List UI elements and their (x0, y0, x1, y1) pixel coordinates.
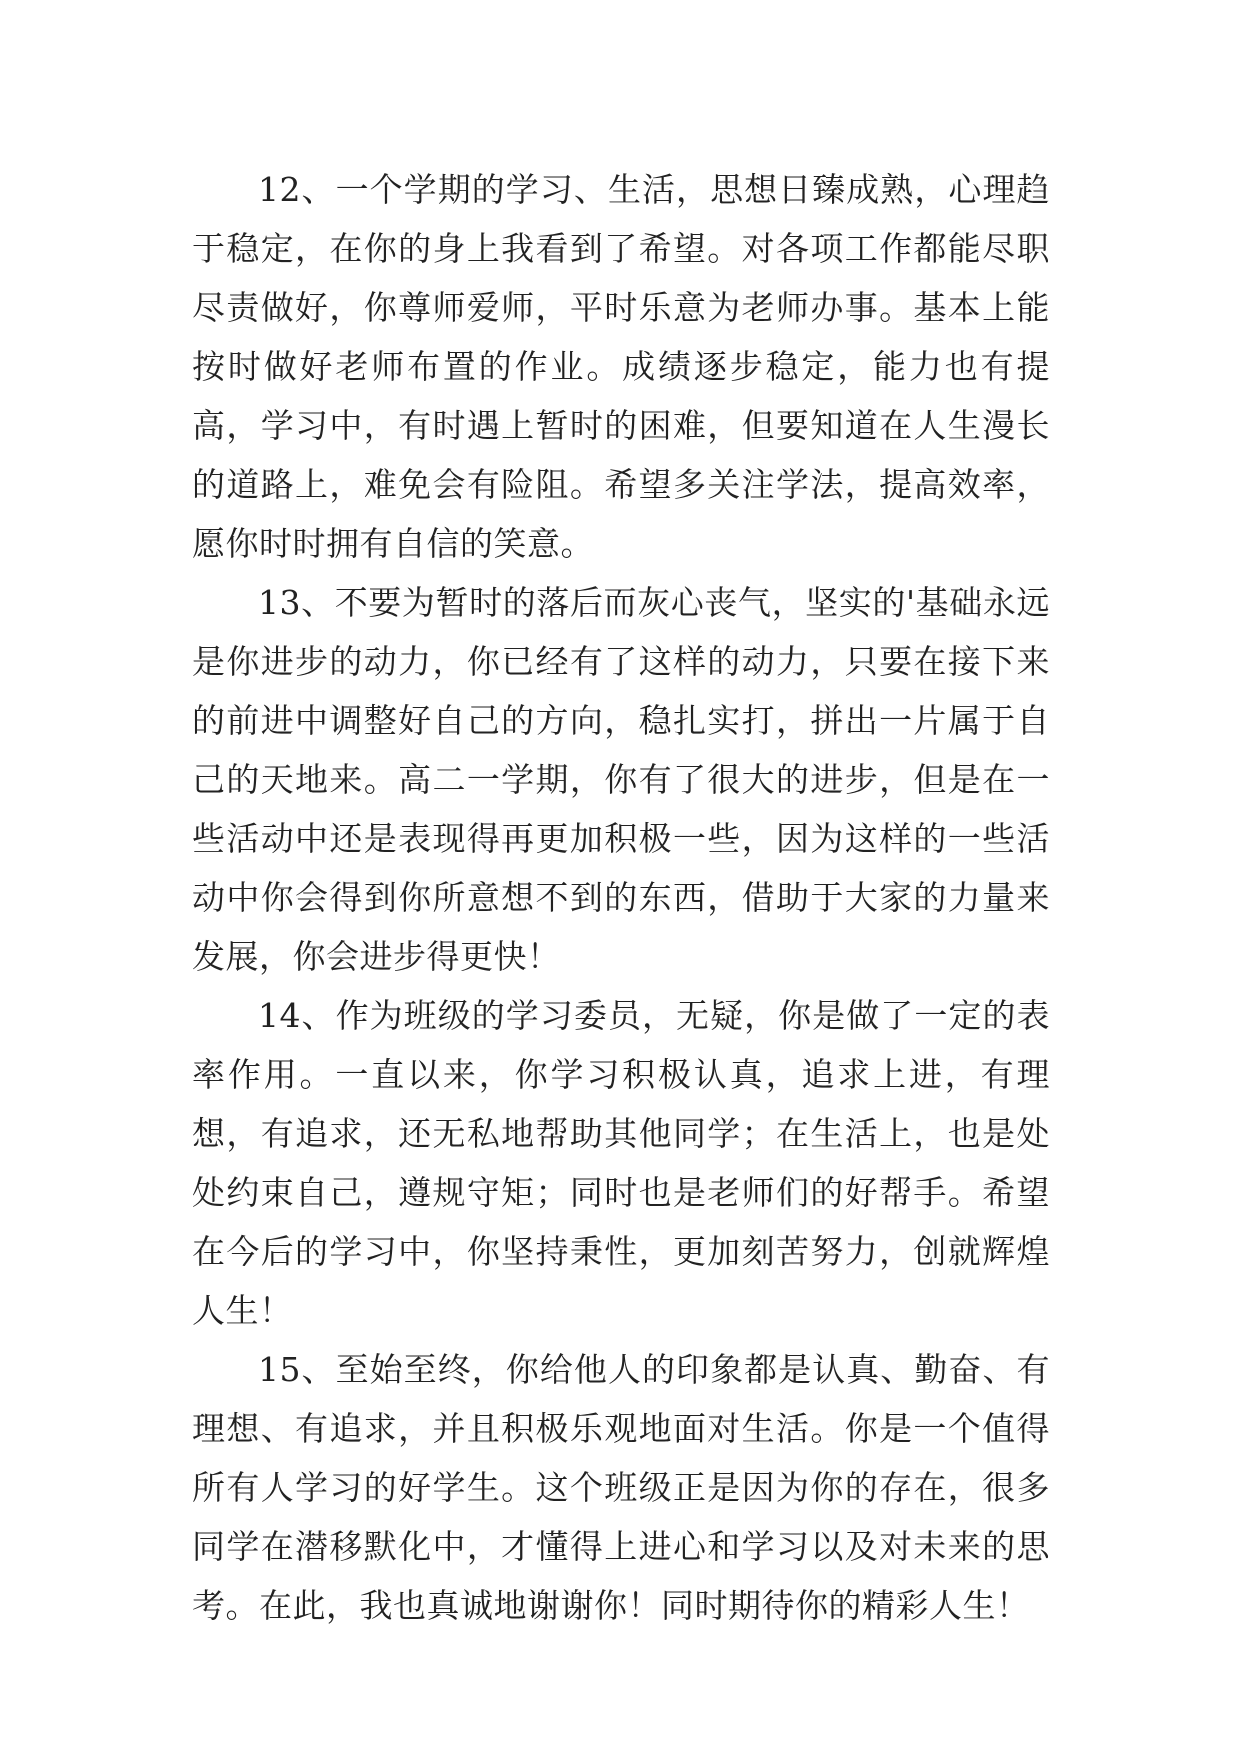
paragraph-13: 13、不要为暂时的落后而灰心丧气，坚实的'基础永远是你进步的动力，你已经有了这样的动力，只要在接下来的前进中调整好自己的方向，稳扎实打，拼出一片属于自己的天地来。高二一学期，你有了很大的进步，但是在一些活动中还是表现得再更加积极一些，因为这样的一些活动中你会得到你所意想不到的东西，借助于大家的力量来发展，你会进步得更快！ (192, 583, 1050, 976)
paragraph-15: 15、至始至终，你给他人的印象都是认真、勤奋、有理想、有追求，并且积极乐观地面对生活。你是一个值得所有人学习的好学生。这个班级正是因为你的存在，很多同学在潜移默化中，才懂得上进心和学习以及对未来的思考。在此，我也真诚地谢谢你！同时期待你的精彩人生！ (192, 1350, 1050, 1625)
paragraph-12: 12、一个学期的学习、生活，思想日臻成熟，心理趋于稳定，在你的身上我看到了希望。对各项工作都能尽职尽责做好，你尊师爱师，平时乐意为老师办事。基本上能按时做好老师布置的作业。成绩逐步稳定，能力也有提高，学习中，有时遇上暂时的困难，但要知道在人生漫长的道路上，难免会有险阻。希望多关注学法，提高效率，愿你时时拥有自信的笑意。 (192, 170, 1050, 563)
document-body (192, 160, 1050, 1635)
paragraph-14: 14、作为班级的学习委员，无疑，你是做了一定的表率作用。一直以来，你学习积极认真，追求上进，有理想，有追求，还无私地帮助其他同学；在生活上，也是处处约束自己，遵规守矩；同时也是老师们的好帮手。希望在今后的学习中，你坚持秉性，更加刻苦努力，创就辉煌人生！ (192, 996, 1050, 1330)
